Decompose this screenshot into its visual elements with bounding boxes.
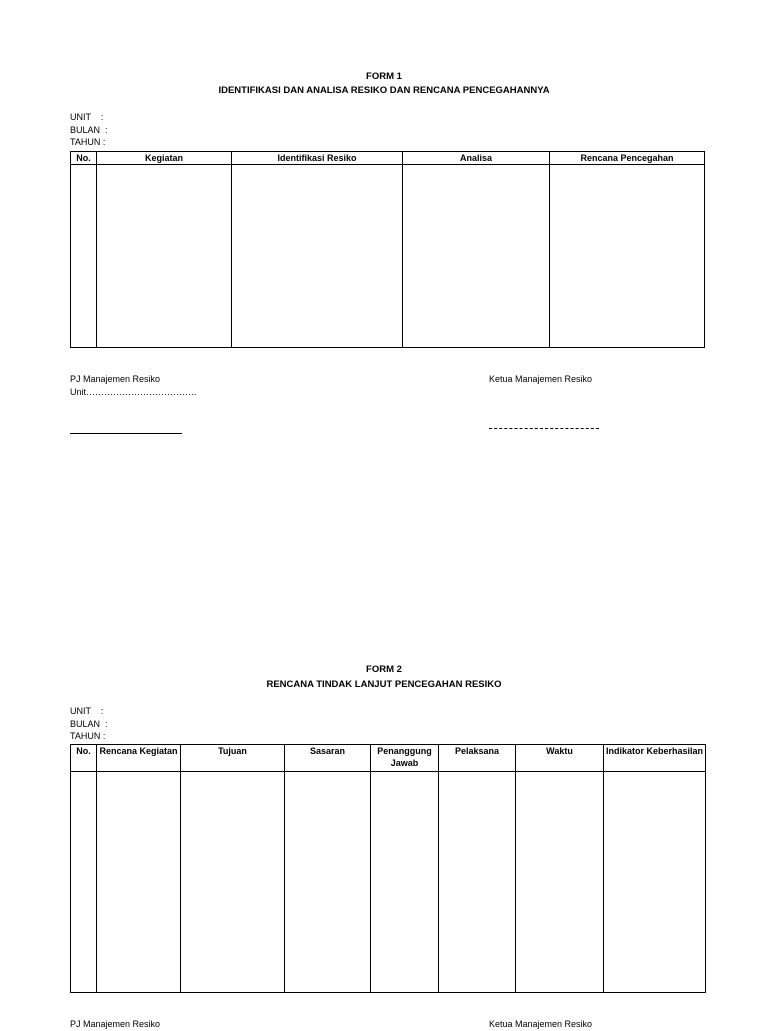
form2-title: FORM 2: [366, 664, 402, 675]
form2-meta: [70, 705, 108, 743]
form2-header-pelaksana: Pelaksana: [439, 745, 516, 772]
form2-header-tujuan: Tujuan: [181, 745, 285, 772]
form1-cell-identifikasi[interactable]: [232, 165, 403, 348]
form1-tahun-label: TAHUN :: [70, 137, 106, 147]
form2-cell-indikator[interactable]: [604, 772, 706, 993]
form2-header-sasaran: Sasaran: [285, 745, 371, 772]
form1-header-no: No.: [71, 152, 97, 165]
form2-cell-sasaran[interactable]: [285, 772, 371, 993]
form2-header-penanggung-jawab: Penanggung Jawab: [371, 745, 439, 772]
form1-header-analisa: Analisa: [403, 152, 550, 165]
form1-bulan-label: BULAN :: [70, 124, 108, 135]
form1-header-identifikasi: Identifikasi Resiko: [232, 152, 403, 165]
form2-table: [70, 744, 706, 993]
form1-header-kegiatan: Kegiatan: [97, 152, 232, 165]
form1-sign-left: [70, 373, 197, 398]
form2-tahun-label: TAHUN :: [70, 731, 106, 741]
form2-cell-tujuan[interactable]: [181, 772, 285, 993]
form1-title: FORM 1: [366, 71, 402, 82]
form2-unit-label: UNIT :: [70, 706, 104, 716]
form1-cell-no[interactable]: [71, 165, 97, 348]
form1-signature-line-right: [489, 428, 599, 429]
form2-cell-rencana-kegiatan[interactable]: [97, 772, 181, 993]
form2-bulan-label: BULAN :: [70, 718, 108, 729]
form2-header-no: No.: [71, 745, 97, 772]
form1-cell-kegiatan[interactable]: [97, 165, 232, 348]
form2-header-waktu: Waktu: [516, 745, 604, 772]
form2-cell-waktu[interactable]: [516, 772, 604, 993]
form1-cell-rencana[interactable]: [550, 165, 705, 348]
form1-table: [70, 151, 705, 348]
form2-subtitle: RENCANA TINDAK LANJUT PENCEGAHAN RESIKO: [266, 679, 502, 690]
form2-header-rencana-kegiatan: Rencana Kegiatan: [97, 745, 181, 772]
form1-header-row: [71, 152, 705, 165]
form1-sign-left-unit: Unit……………………………….: [70, 386, 197, 397]
form1-meta: [70, 111, 108, 149]
form1-signature-line-left: [70, 433, 182, 434]
form2-cell-penanggung-jawab[interactable]: [371, 772, 439, 993]
form1-cell-analisa[interactable]: [403, 165, 550, 348]
form1-header-rencana: Rencana Pencegahan: [550, 152, 705, 165]
form1-body-row: [71, 165, 705, 348]
form2-header-row: [71, 745, 706, 772]
form2-body-row: [71, 772, 706, 993]
form1-sign-right-title: Ketua Manajemen Resiko: [489, 374, 593, 384]
form1-unit-label: UNIT :: [70, 112, 104, 122]
form1-sign-left-title: PJ Manajemen Resiko: [70, 374, 161, 384]
form2-sign-left-title: PJ Manajemen Resiko: [70, 1019, 161, 1029]
form2-cell-pelaksana[interactable]: [439, 772, 516, 993]
form1-subtitle: IDENTIFIKASI DAN ANALISA RESIKO DAN RENCANA PENCEGAHANNYA: [218, 85, 550, 96]
form2-header-indikator: Indikator Keberhasilan: [604, 745, 706, 772]
form2-cell-no[interactable]: [71, 772, 97, 993]
form2-sign-right-title: Ketua Manajemen Resiko: [489, 1019, 593, 1029]
